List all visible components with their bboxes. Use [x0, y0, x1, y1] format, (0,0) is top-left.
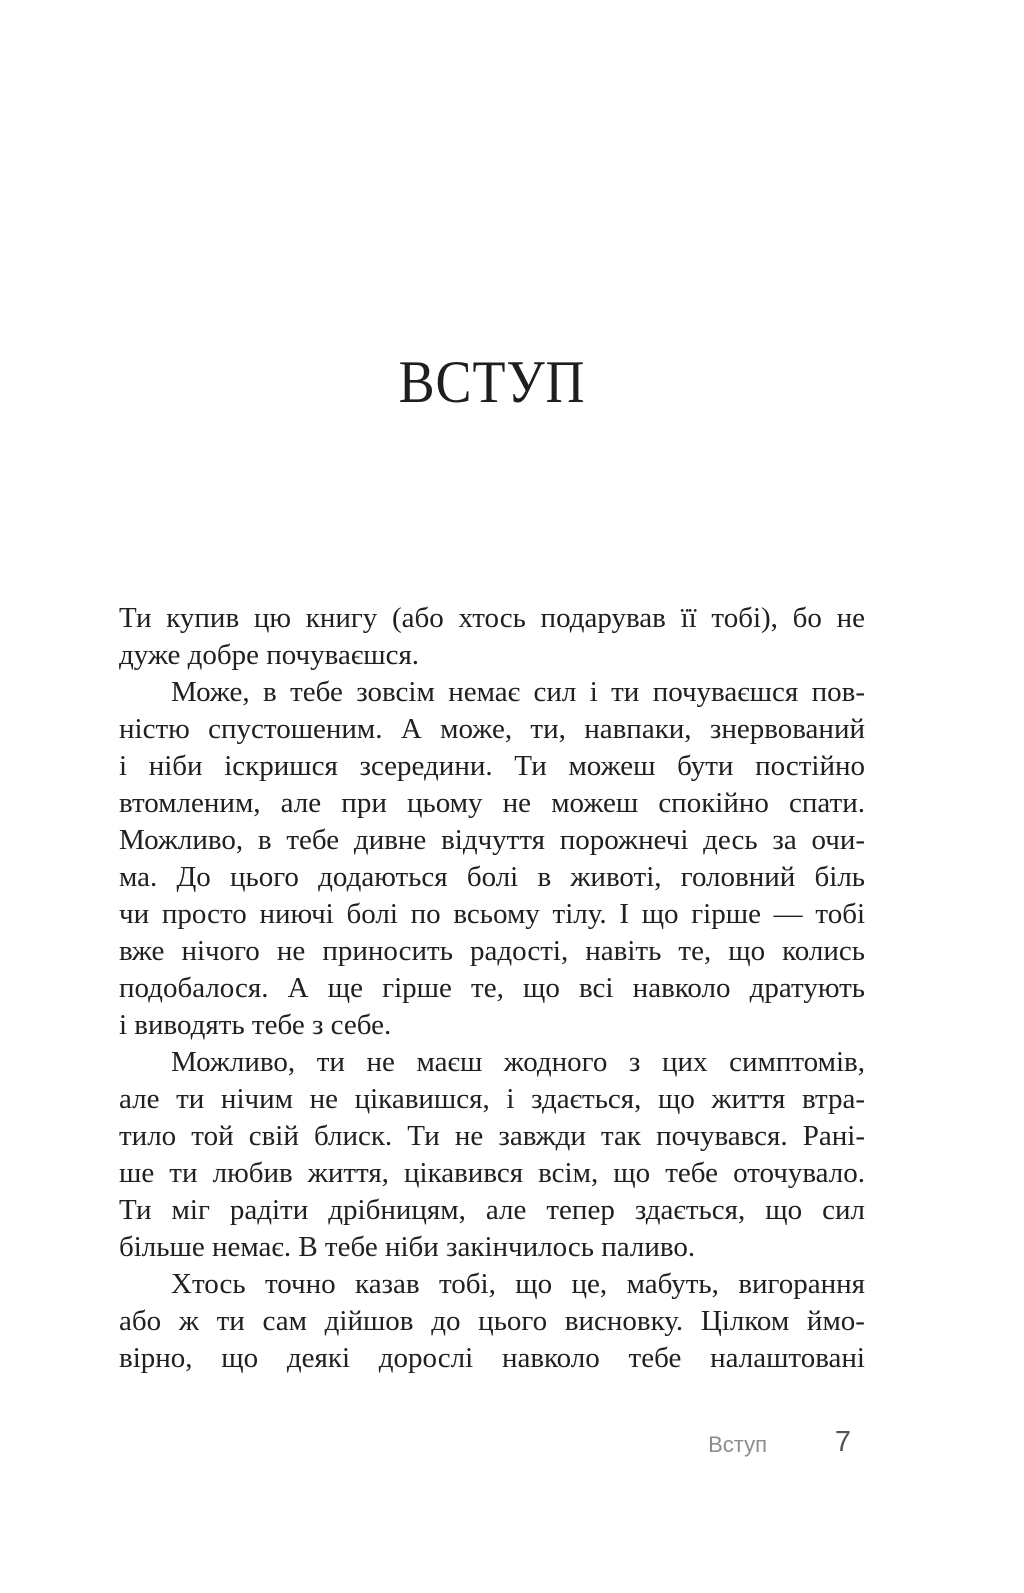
- body-line: ністю спустошеним. А може, ти, навпаки, знервований: [119, 713, 865, 745]
- chapter-title: ВСТУП: [398, 349, 586, 415]
- body-line: вірно, що деякі дорослі навколо тебе налаштовані: [119, 1342, 865, 1374]
- running-footer-chapter: Вступ: [708, 1432, 767, 1457]
- body-line: чи просто ниючі болі по всьому тілу. І що гірше — тобі: [119, 898, 866, 930]
- body-line: дуже добре почуваєшся.: [119, 639, 420, 671]
- body-line: або ж ти сам дійшов до цього висновку. Цілком ймо-: [119, 1305, 865, 1337]
- body-line: Можливо, ти не маєш жодного з цих симптомів,: [171, 1046, 865, 1078]
- body-line: Можливо, в тебе дивне відчуття порожнечі десь за очи-: [119, 824, 866, 856]
- body-line: Хтось точно казав тобі, що це, мабуть, вигорання: [171, 1268, 865, 1300]
- body-line: і ніби іскришся зсередини. Ти можеш бути постійно: [119, 750, 866, 782]
- body-line: більше немає. В тебе ніби закінчилось паливо.: [119, 1231, 696, 1263]
- page-number: 7: [834, 1426, 851, 1458]
- body-line: подобалося. А ще гірше те, що всі навколо дратують: [119, 972, 866, 1004]
- body-line: і виводять тебе з себе.: [119, 1009, 392, 1041]
- body-line: вже нічого не приносить радості, навіть те, що колись: [119, 935, 866, 967]
- body-line: ше ти любив життя, цікавився всім, що тебе оточувало.: [119, 1157, 866, 1189]
- body-line: тило той свій блиск. Ти не завжди так почувався. Рані-: [119, 1120, 865, 1152]
- body-line: втомленим, але при цьому не можеш спокійно спати.: [119, 787, 865, 819]
- body-line: Ти міг радіти дрібницям, але тепер здається, що сил: [119, 1194, 865, 1226]
- body-text: [119, 600, 865, 1377]
- body-line: але ти нічим не цікавишся, і здається, що життя втра-: [119, 1083, 865, 1115]
- body-line: Ти купив цю книгу (або хтось подарував її тобі), бо не: [119, 602, 865, 634]
- body-line: Може, в тебе зовсім немає сил і ти почуваєшся пов-: [171, 676, 865, 708]
- body-line: ма. До цього додаються болі в животі, головний біль: [119, 861, 866, 893]
